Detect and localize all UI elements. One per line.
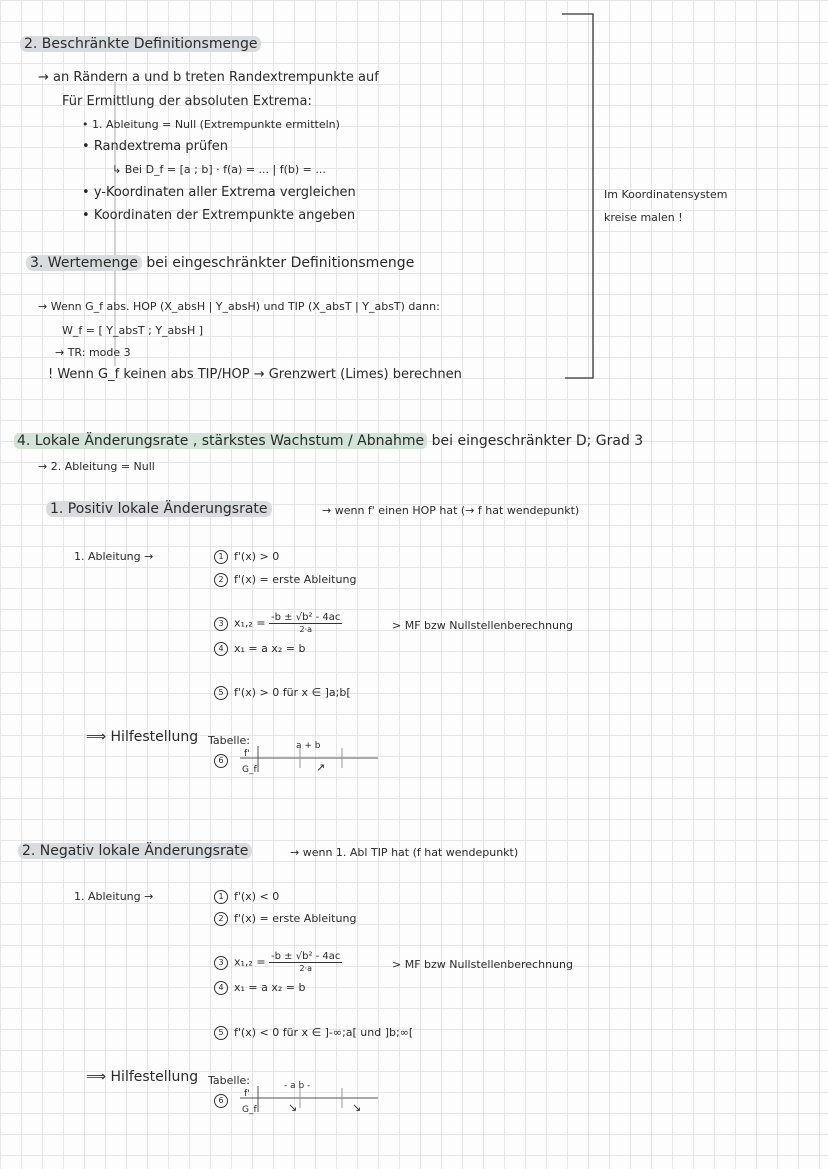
- positive-marks: a + b: [296, 741, 321, 751]
- positive-step-4: 4 x₁ = a x₂ = b: [214, 641, 305, 657]
- section-2-bullet-1: • 1. Ableitung = Null (Extrempunkte ermitteln): [82, 118, 340, 131]
- negative-step-6: 6: [214, 1093, 234, 1109]
- negative-title: 2. Negativ lokale Änderungsrate: [18, 843, 252, 859]
- positive-arrow: ↗: [316, 761, 326, 774]
- section-2-title: 2. Beschränkte Definitionsmenge: [20, 36, 261, 52]
- positive-step-3-note: > MF bzw Nullstellenberechnung: [392, 619, 573, 632]
- section-2-line-2: Für Ermittlung der absoluten Extrema:: [62, 94, 312, 109]
- negative-step-3: 3 x₁,₂ = $\frac{\text{-b ± √b² - 4ac}}{2\cdot a}$: [214, 951, 342, 974]
- positive-row-1: f': [244, 749, 250, 759]
- section-2-bullet-2: • Randextrema prüfen: [82, 139, 229, 154]
- negative-row-1: f': [244, 1089, 250, 1099]
- negative-title-rest: → wenn 1. Abl TIP hat (f hat wendepunkt): [290, 846, 519, 859]
- section-3-title: 3. Wertemenge bei eingeschränkter Definitionsmenge: [26, 255, 414, 271]
- section-3-line-3: → TR: mode 3: [55, 346, 131, 359]
- negative-arrow-2: ↘: [352, 1101, 362, 1114]
- negative-row-2: G_f: [242, 1105, 257, 1115]
- negative-step-3-note: > MF bzw Nullstellenberechnung: [392, 958, 573, 971]
- section-4-line-1: → 2. Ableitung = Null: [38, 460, 155, 473]
- section-2-bullet-2-sub: ↳ Bei D_f = [a ; b] · f(a) = ... | f(b) = ...: [112, 163, 326, 176]
- quadratic-formula-neg: $\frac{\text{-b ± √b² - 4ac}}{2\cdot a}$: [271, 951, 341, 973]
- negative-step-5: 5 f'(x) < 0 für x ∈ ]-∞;a[ und ]b;∞[: [214, 1025, 413, 1041]
- negative-hilfe: ⟹ Hilfestellung: [86, 1069, 199, 1085]
- negative-step-1: 1 f'(x) < 0: [214, 889, 279, 905]
- positive-step-6: 6: [214, 753, 234, 769]
- section-3-line-4: ! Wenn G_f keinen abs TIP/HOP → Grenzwert (Limes) berechnen: [48, 367, 462, 382]
- section-2-line-1: → an Rändern a und b treten Randextrempunkte auf: [38, 70, 379, 85]
- positive-step-2: 2 f'(x) = erste Ableitung: [214, 572, 356, 588]
- negative-arrow-1: ↘: [288, 1101, 298, 1114]
- positive-ableitung: 1. Ableitung →: [74, 550, 154, 563]
- section-2-bullet-4: • Koordinaten der Extrempunkte angeben: [82, 208, 356, 223]
- positive-row-2: G_f: [242, 765, 257, 775]
- section-2-bullet-3: • y-Koordinaten aller Extrema vergleichen: [82, 185, 356, 200]
- side-note-line-2: kreise malen !: [604, 211, 683, 224]
- positive-step-5: 5 f'(x) > 0 für x ∈ ]a;b[: [214, 685, 351, 701]
- negative-ableitung: 1. Ableitung →: [74, 890, 154, 903]
- negative-tabelle: Tabelle:: [208, 1074, 250, 1087]
- section-3-line-2: W_f = [ Y_absT ; Y_absH ]: [62, 324, 204, 337]
- section-4-title: 4. Lokale Änderungsrate , stärkstes Wachstum / Abnahme bei eingeschränkter D; Grad 3: [14, 433, 643, 449]
- positive-title: 1. Positiv lokale Änderungsrate: [46, 501, 272, 517]
- section-3-line-1: → Wenn G_f abs. HOP (X_absH | Y_absH) und TIP (X_absT | Y_absT) dann:: [38, 300, 440, 313]
- positive-title-rest: → wenn f' einen HOP hat (→ f hat wendepunkt): [322, 504, 580, 517]
- negative-step-2: 2 f'(x) = erste Ableitung: [214, 911, 356, 927]
- quadratic-formula: $\frac{\text{-b ± √b² - 4ac}}{2\cdot a}$: [271, 612, 341, 634]
- positive-tabelle: Tabelle:: [208, 734, 250, 747]
- negative-step-4: 4 x₁ = a x₂ = b: [214, 980, 305, 996]
- positive-step-1: 1 f'(x) > 0: [214, 549, 279, 565]
- side-note-line-1: Im Koordinatensystem: [604, 188, 728, 201]
- positive-step-3: 3 x₁,₂ = $\frac{\text{-b ± √b² - 4ac}}{2\cdot a}$: [214, 612, 342, 635]
- positive-hilfe: ⟹ Hilfestellung: [86, 729, 199, 745]
- negative-marks: - a b -: [284, 1081, 311, 1091]
